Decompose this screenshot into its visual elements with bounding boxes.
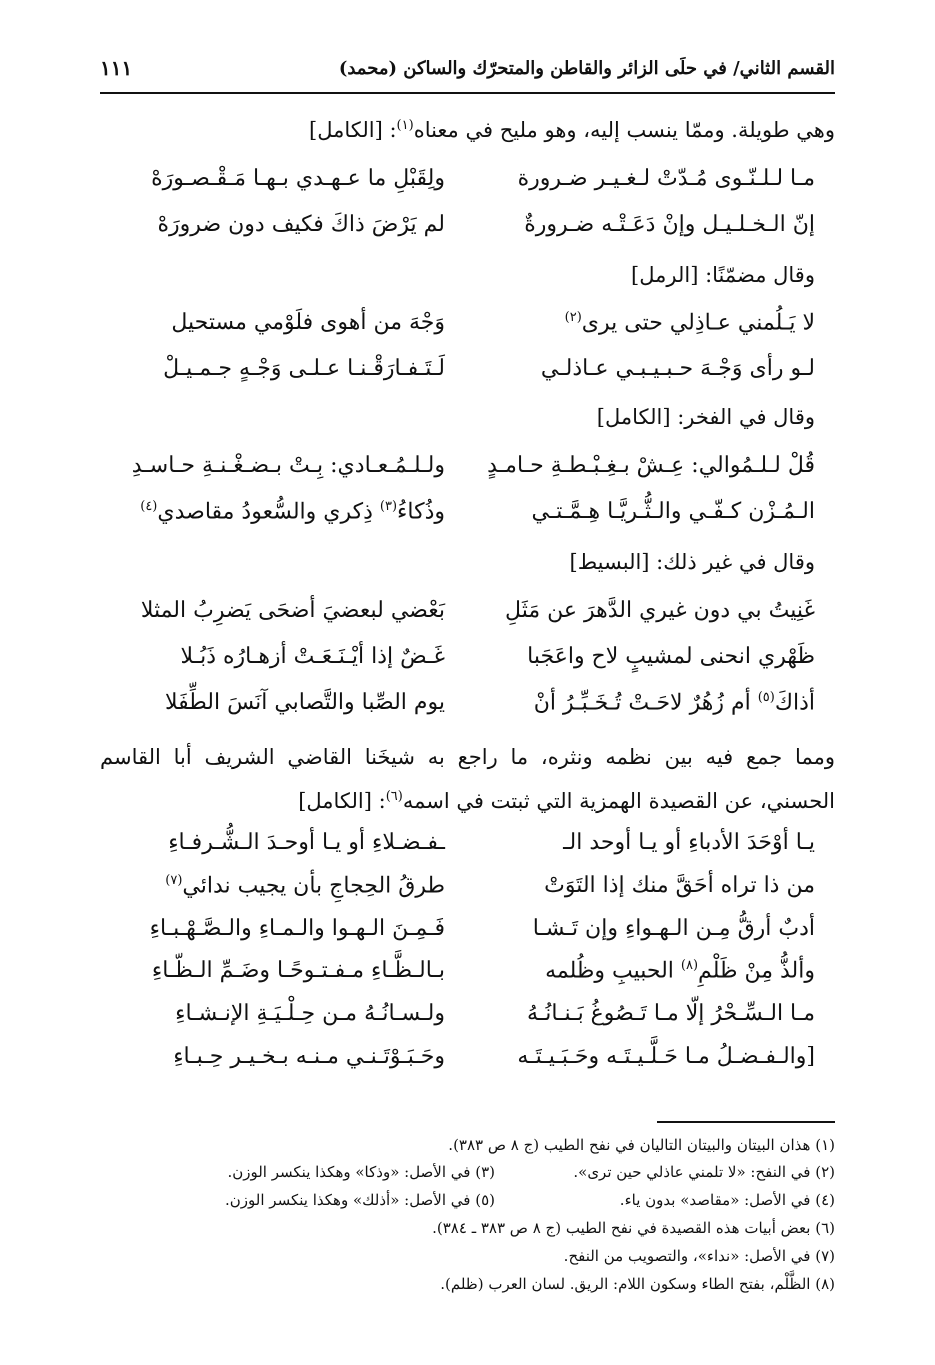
footnote-5: (٥) في الأصل: «أذلك» وهكذا ينكسر الوزن. <box>225 1191 495 1209</box>
footnote-1: (١) هذان البيتان والبيتان التاليان في نفح الطيب (ج ٨ ص ٣٨٣). <box>448 1136 835 1154</box>
verse-1-2-left: لم يَرْضَ ذاكَ فكيف دون ضرورَهْ <box>157 212 445 237</box>
verse-5-6-right: [والـفـضـلُ مـا حَـلَّـيـتَـه وحَـبَـيـتَـه <box>517 1044 815 1069</box>
footnote-ref-1: (١) <box>396 118 414 133</box>
verse-4-2-right: ظَهْري انحنى لمشيبٍ لاح واعَجَبا <box>527 644 815 669</box>
prose-paragraph <box>100 737 835 821</box>
verse-2-1-right <box>565 310 815 335</box>
footnote-ref-3: (٣) <box>379 499 398 514</box>
footnote-2: (٢) في النفح: «لا تلمني عاذلي حين ترى». <box>573 1163 835 1181</box>
verse-5-4-left: بـالـظَّـاءِ مـفـتـوحًـا وضَـمِّ الـظّـاءِ <box>151 958 445 983</box>
intro-meter: : [الكامل] <box>309 118 397 142</box>
verse-3-2-left-text: ذِكري والسُّعودُ مقاصدي <box>157 499 373 525</box>
verse-5-2-left-text: طرقُ الحِجاجِ بأن يجيب ندائي <box>182 873 445 899</box>
header-title: القسم الثاني/ في حلَى الزائر والقاطن والمتحرّك والساكن (محمد) <box>338 58 835 79</box>
verse-3-2-left <box>140 499 445 524</box>
verse-5-2-left <box>165 873 445 898</box>
verse-4-3-left: يوم الصِّبا والتَّصابي آنَسَ الطِّفَلا <box>164 690 445 715</box>
verse-5-1-left: ـفـضـلاءِ أو يـا أوحـدَ الـشُّـرفـاءِ <box>168 830 445 855</box>
prose-text: ومما جمع فيه بين نظمه ونثره، ما راجع به شيخَنا القاضي الشريف أبا القاسم الحسني، عن القصيدة الهمزية التي ثبتت في اسمه <box>100 745 835 813</box>
verse-5-5-left: ولـسـانُـهُ مـن حِـلْـيَـةِ الإنـشـاءِ <box>175 1001 445 1026</box>
verse-5-3-right: أدبٌ أرقُّ مِـن الـهـواءِ وإن تَـشـا <box>532 916 815 941</box>
verse-5-5-right: مـا الـسِّـحْرُ إلّا مـا تَـصُوغُ بَـنـانُـهُ <box>526 1001 815 1026</box>
said-line-4: وقال في غير ذلك: [البسيط] <box>569 550 815 574</box>
intro-line <box>309 118 835 142</box>
verse-2-1-right-text: لا يَـلُمني عـاذِلي حتى يرى <box>581 310 815 336</box>
verse-5-4-right-pre: وألذُّ مِنْ ظَلْمِ <box>698 958 815 984</box>
footnote-7: (٧) في الأصل: «نداء»، والتصويب من النفح. <box>563 1247 835 1265</box>
footnote-6: (٦) بعض أبيات هذه القصيدة في نفح الطيب (ج ٨ ص ٣٨٣ ـ ٣٨٤). <box>432 1219 835 1237</box>
verse-4-1-right: غَنِيتُ بي دون غيري الدَّهرَ عن مَثَلِ <box>505 598 815 623</box>
verse-3-1-right: قُلْ لـلـمُوالي: عِـشْ بـغِـبْـطـةِ حـامـدٍ <box>487 453 815 478</box>
footnote-ref-2: (٢) <box>564 310 582 325</box>
verse-1-2-right: إنّ الـخـلـيـل وإنْ دَعَـتْـه ضـرورةٌ <box>524 212 815 237</box>
footnote-4: (٤) في الأصل: «مقاصد» بدون ياء. <box>619 1191 835 1209</box>
verse-3-2-left-pre: وذُكاءُ <box>397 499 445 525</box>
verse-2-1-left: وَجْهَ من أهوى فلَوْمي مستحيل <box>171 310 445 335</box>
footnote-ref-5: (٥) <box>757 690 775 705</box>
said-line-2: وقال مضمّنًا: [الرمل] <box>631 263 815 287</box>
page-number: ١١١ <box>100 56 133 80</box>
verse-3-1-left: ولـلـمُـعـادي: بِـتْ بـضـغْـنـةِ حـاسـدِ <box>131 453 445 478</box>
verse-4-3-right <box>534 690 815 715</box>
footnote-ref-6: (٦) <box>385 789 403 804</box>
footnote-3: (٣) في الأصل: «وذكا» وهكذا ينكسر الوزن. <box>227 1163 495 1181</box>
verse-5-4-right <box>545 958 815 983</box>
verse-5-6-left: وحَـبَـوْتَـنـي مـنـه بـخـيـر حِـبـاءِ <box>173 1044 445 1069</box>
intro-text: وهي طويلة. وممّا ينسب إليه، وهو مليح في معناه <box>413 118 835 142</box>
footnote-ref-4: (٤) <box>140 499 158 514</box>
footnote-ref-7: (٧) <box>165 873 183 888</box>
verse-5-4-right-text: الحبيبِ وظُلمه <box>545 958 674 984</box>
verse-4-1-left: بَعْضي لبعضيَ أضحَى يَضرِبُ المثلا <box>140 598 445 623</box>
verse-4-3-right-pre: أذاكَ <box>774 690 815 716</box>
said-line-3: وقال في الفخر: [الكامل] <box>596 405 815 429</box>
verse-1-1-left: ولِقَبْلِ ما عـهـدي بـهـا مَـقْـصـورَهْ <box>151 166 445 191</box>
verse-4-3-right-text: أم زُهُرٌ لاحَـتْ تُـخَـبِّـرُ أنْ <box>533 690 751 716</box>
footnote-separator <box>657 1121 835 1123</box>
verse-3-2-right: الـمُـزْن كـفّـي والـثُّـريَّـا هِـمَّـتـي <box>531 499 815 524</box>
verse-5-2-right: من ذا تراه أحَقَّ منك إذا التَوَتْ <box>544 873 815 898</box>
verse-2-2-right: لـو رأى وَجْـهَ حـبـيـبـي عـاذلـي <box>540 356 815 381</box>
verse-5-1-right: يـا أوْحَدَ الأدباءِ أو يـا أوحد الـ <box>563 830 815 855</box>
verse-5-3-left: فَـمِـنَ الـهـوا والـمـاءِ والـصَّـهْـبـاءِ <box>149 916 445 941</box>
verse-1-1-right: مـا لـلـنّـوى مُـدّتْ لـغـيـر ضـرورة <box>517 166 815 191</box>
footnote-8: (٨) الظَّلْم، بفتح الطاء وسكون اللام: الريق. لسان العرب (ظلم). <box>440 1275 835 1293</box>
running-header <box>100 52 835 94</box>
verse-2-2-left: لَـتَـفـارَقْـنـا عـلـى وَجْـهٍ جـمـيـلْ <box>163 356 445 381</box>
prose-meter: : [الكامل] <box>298 789 386 813</box>
verse-4-2-left: غَـضٌ إذا أيْـنَـعَـتْ أزهـارُه ذَبُـلا <box>180 644 445 669</box>
footnote-ref-8: (٨) <box>680 958 699 973</box>
